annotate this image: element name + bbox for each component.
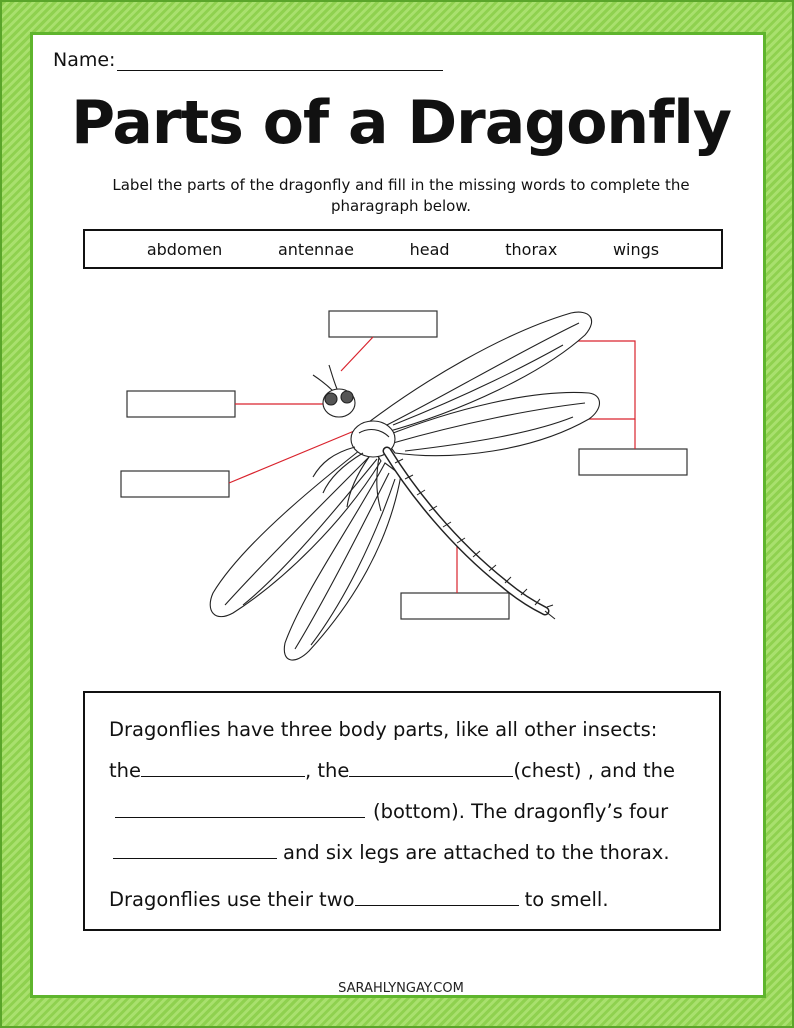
word-antennae: antennae	[277, 239, 354, 259]
label-box-wings[interactable]	[579, 449, 687, 475]
blank-wings[interactable]	[113, 836, 277, 859]
word-thorax: thorax	[505, 239, 558, 259]
word-bank	[83, 229, 723, 269]
footer-site: SARAHLYNGAY.COM	[338, 981, 464, 996]
blank-head[interactable]	[141, 754, 305, 777]
paragraph-line-1	[109, 711, 695, 749]
name-blank[interactable]	[117, 50, 443, 71]
label-box-thorax[interactable]	[121, 471, 229, 497]
paragraph-line-3	[109, 793, 695, 831]
name-field	[53, 49, 443, 71]
word-wings: wings	[612, 239, 660, 259]
paragraph-text: (bottom). The dragonfly’s four	[373, 800, 669, 823]
dragonfly-diagram	[33, 293, 769, 683]
paragraph-text: (chest) , and the	[513, 759, 676, 782]
label-box-antennae[interactable]	[329, 311, 437, 337]
page-title: Parts of a Dragonfly	[71, 88, 731, 158]
paragraph-text: the	[109, 759, 142, 782]
word-abdomen: abdomen	[146, 239, 223, 259]
paragraph-line-2	[109, 752, 695, 790]
worksheet	[30, 32, 766, 998]
paragraph-line-5	[109, 881, 695, 919]
label-box-abdomen[interactable]	[401, 593, 509, 619]
blank-thorax[interactable]	[349, 754, 513, 777]
instructions: Label the parts of the dragonfly and fill in the missing words to complete the pharagraph below.	[112, 176, 690, 215]
paragraph-text: Dragonflies use their two	[109, 888, 355, 911]
paragraph-line-4	[109, 834, 695, 872]
blank-abdomen[interactable]	[115, 795, 365, 818]
paragraph-text: Dragonflies have three body parts, like all other insects:	[109, 718, 658, 741]
name-label: Name:	[53, 49, 116, 71]
paragraph-text: to smell.	[524, 888, 609, 911]
paragraph-text: and six legs are attached to the thorax.	[283, 841, 670, 864]
fill-in-paragraph	[83, 691, 721, 931]
paragraph-text: , the	[305, 759, 350, 782]
label-box-head[interactable]	[127, 391, 235, 417]
blank-antennae[interactable]	[355, 883, 519, 906]
word-head: head	[409, 239, 450, 259]
